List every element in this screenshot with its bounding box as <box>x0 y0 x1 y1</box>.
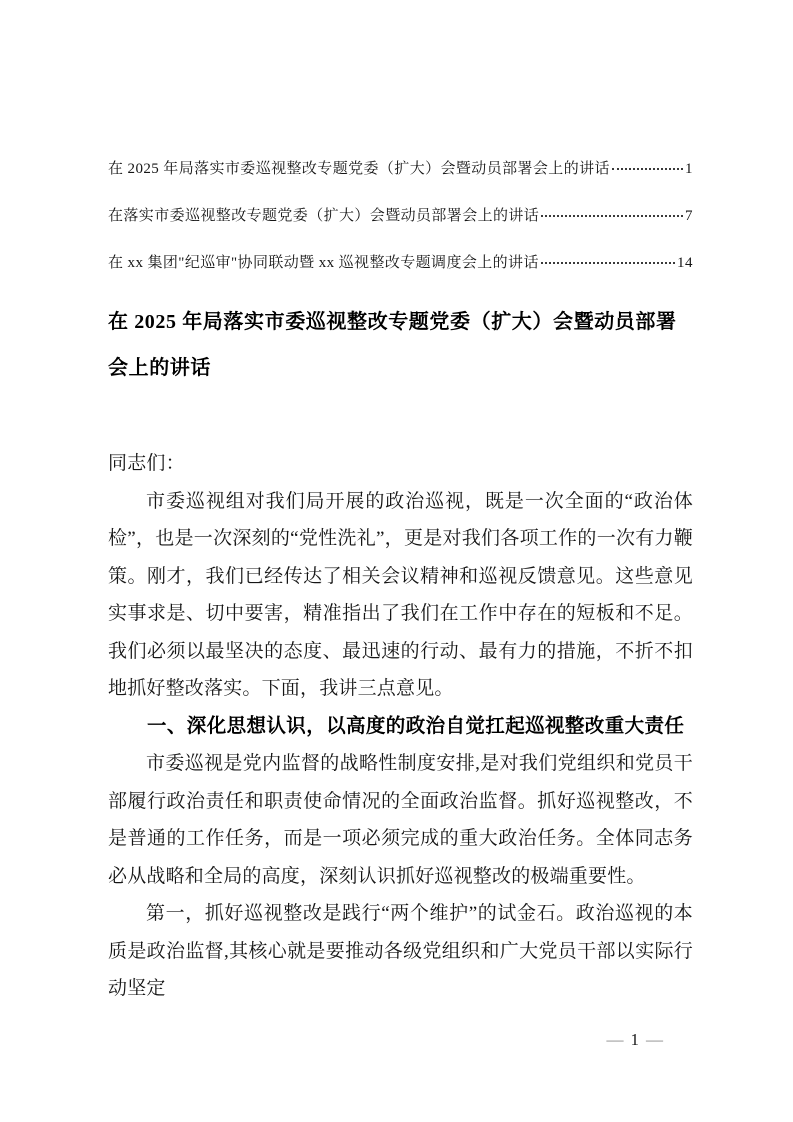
toc-entry-page-number: 1 <box>685 161 693 177</box>
toc-entry-1[interactable] <box>108 158 693 181</box>
toc-entry-page-number: 7 <box>685 208 693 224</box>
paragraph-section-2: 第一，抓好巡视整改是践行“两个维护”的试金石。政治巡视的本质是政治监督,其核心就是要推动各级党组织和广大党员干部以实际行动坚定 <box>108 903 693 999</box>
page-number-dash-left: — <box>606 1030 624 1049</box>
document-body <box>108 445 693 1008</box>
toc-dot-leader <box>541 215 683 217</box>
toc-dot-leader <box>612 168 683 170</box>
page-number-footer <box>607 1030 664 1050</box>
table-of-contents <box>108 158 693 275</box>
salutation: 同志们： <box>108 453 185 474</box>
toc-entry-label: 在落实市委巡视整改专题党委（扩大）会暨动员部署会上的讲话 <box>108 208 540 224</box>
toc-entry-label: 在 2025 年局落实市委巡视整改专题党委（扩大）会暨动员部署会上的讲话 <box>108 161 610 177</box>
page-number-dash-right: — <box>646 1030 663 1049</box>
toc-entry-2[interactable] <box>108 205 693 228</box>
document-title: 在 2025 年局落实市委巡视整改专题党委（扩大）会暨动员部署会上的讲话 <box>108 311 677 379</box>
page-number-value: 1 <box>630 1030 639 1049</box>
section-heading-1: 一、深化思想认识，以高度的政治自觉扛起巡视整改重大责任 <box>147 714 685 737</box>
toc-entry-3[interactable] <box>108 252 693 275</box>
toc-dot-leader <box>541 262 675 264</box>
toc-entry-page-number: 14 <box>677 255 693 271</box>
toc-entry-label: 在 xx 集团"纪巡审"协同联动暨 xx 巡视整改专题调度会上的讲话 <box>108 255 539 271</box>
paragraph-intro: 市委巡视组对我们局开展的政治巡视，既是一次全面的“政治体检”，也是一次深刻的“党性洗礼”，更是对我们各项工作的一次有力鞭策。刚才，我们已经传达了相关会议精神和巡视反馈意见。这些意见实事求是、切中要害，精准指出了我们在工作中存在的短板和不足。我们必须以最坚决的态度、最迅速的行动、最有力的措施，不折不扣地抓好整改落实。下面，我讲三点意见。 <box>108 490 693 699</box>
paragraph-section-1: 市委巡视是党内监督的战略性制度安排,是对我们党组织和党员干部履行政治责任和职责使命情况的全面政治监督。抓好巡视整改，不是普通的工作任务，而是一项必须完成的重大政治任务。全体同志务必从战略和全局的高度，深刻认识抓好巡视整改的极端重要性。 <box>108 753 693 887</box>
